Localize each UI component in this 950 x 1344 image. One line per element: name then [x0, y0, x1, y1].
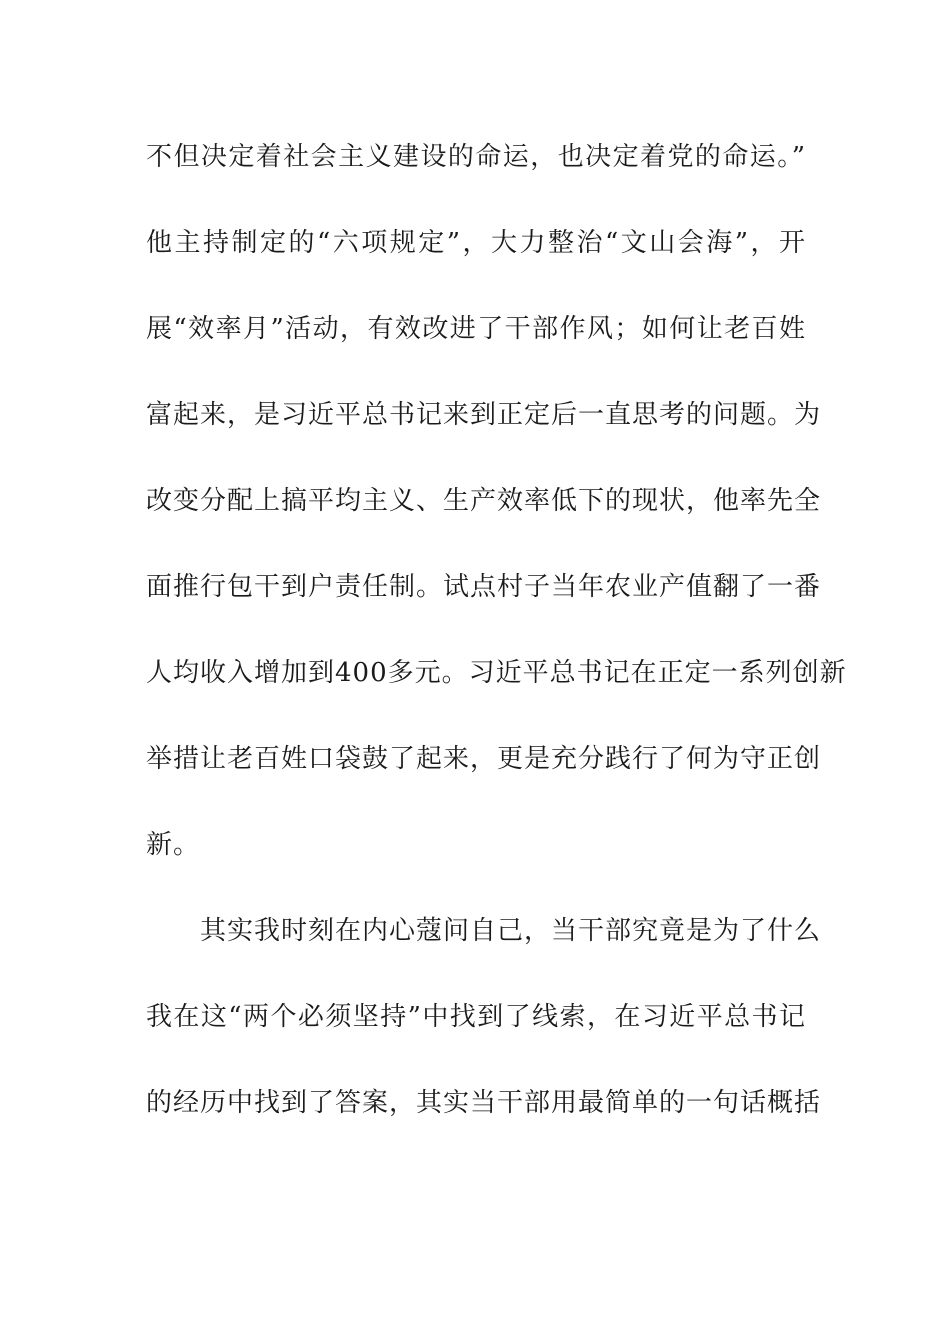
text-line: 面推行包干到户责任制。试点村子当年农业产值翻了一番	[146, 572, 822, 602]
text-line-paragraph-start: 其实我时刻在内心蔻问自己，当干部究竟是为了什么	[200, 916, 822, 946]
text-line: 的经历中找到了答案，其实当干部用最简单的一句话概括	[146, 1088, 822, 1118]
text-line: 举措让老百姓口袋鼓了起来，更是充分践行了何为守正创	[146, 744, 822, 774]
text-line: 不但决定着社会主义建设的命运，也决定着党的命运。”	[146, 142, 806, 172]
text-line: 展“效率月”活动，有效改进了干部作风；如何让老百姓	[146, 314, 806, 344]
text-line: 我在这“两个必须坚持”中找到了线索，在习近平总书记	[146, 1002, 806, 1032]
text-line: 富起来，是习近平总书记来到正定后一直思考的问题。为	[146, 400, 822, 430]
text-line-paragraph-end: 新。	[146, 830, 201, 860]
text-line: 改变分配上搞平均主义、生产效率低下的现状，他率先全	[146, 486, 822, 516]
document-body	[146, 128, 847, 1160]
text-line: 人均收入增加到400多元。习近平总书记在正定一系列创新	[146, 658, 847, 688]
text-line: 他主持制定的“六项规定”，大力整治“文山会海”，开	[146, 228, 806, 258]
